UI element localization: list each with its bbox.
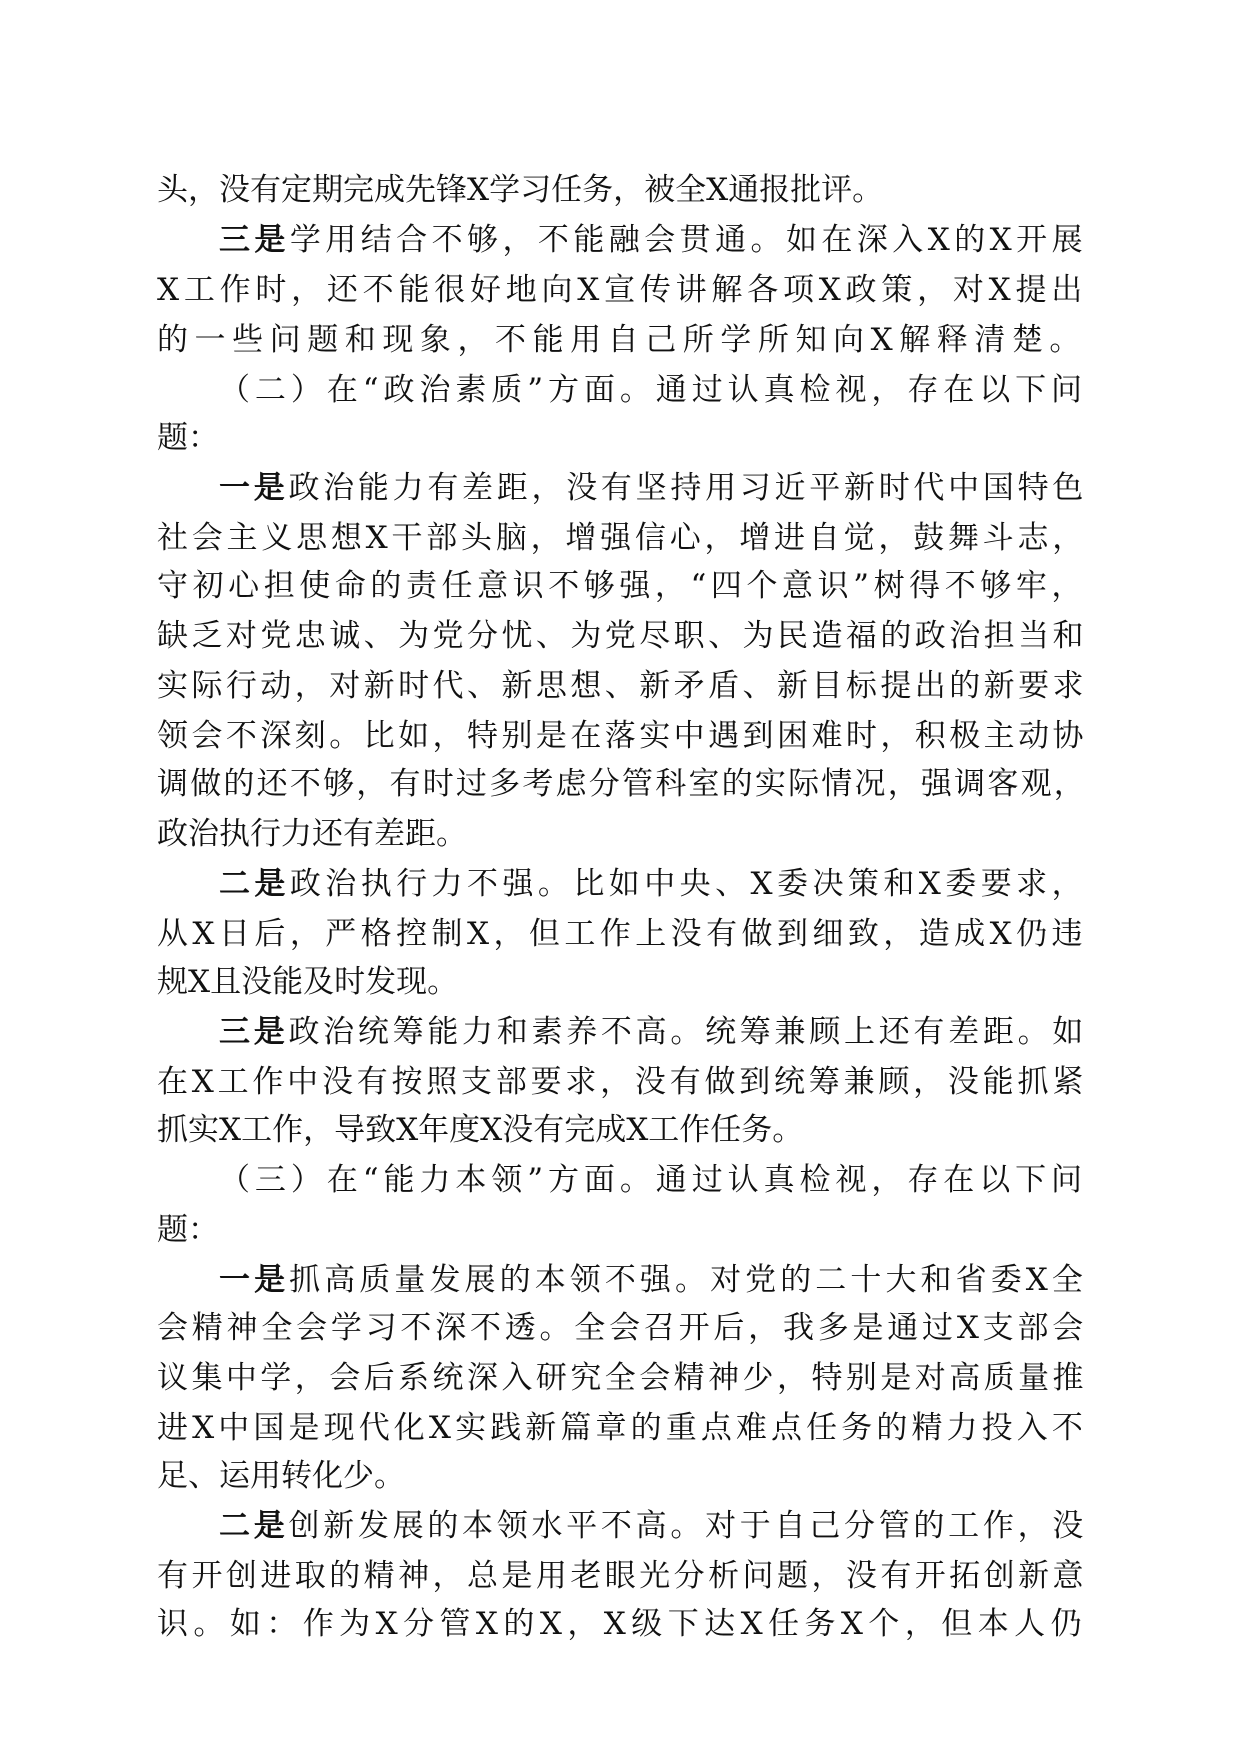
line-text: 调做的还不够，有时过多考虑分管科室的实际情况，强调客观， [157,766,1087,802]
text-line [157,910,1087,958]
text-line [157,958,458,1006]
text-line [157,612,1087,660]
text-line [157,662,1087,710]
line-text: 会精神全会学习不深不透。全会召开后，我多是通过X支部会 [157,1310,1087,1346]
line-text: 守初心担使命的责任意识不够强，“四个意识”树得不够牢， [157,568,1087,604]
line-text: 在X工作中没有按照支部要求，没有做到统筹兼顾，没能抓紧 [157,1064,1087,1100]
text-line [219,366,1087,414]
line-text: 社会主义思想X干部头脑，增强信心，增进自觉，鼓舞斗志， [157,520,1087,556]
text-line [157,1452,405,1500]
line-text: 议集中学，会后系统深入研究全会精神少，特别是对高质量推 [157,1360,1087,1396]
line-text: 政治执行力不强。比如中央、X委决策和X委要求， [289,866,1088,902]
line-text: 抓实X工作，导致X年度X没有完成X工作任务。 [157,1112,804,1148]
text-line [157,760,1087,808]
bold-lead-text: 三是 [219,1014,289,1050]
line-text: 有开创进取的精神，总是用老眼光分析问题，没有开拓创新意 [157,1558,1087,1594]
text-line [157,562,1087,610]
text-line [157,514,1087,562]
line-text: 足、运用转化少。 [157,1458,405,1494]
line-text: 题： [157,1212,219,1248]
line-text: 实际行动，对新时代、新思想、新矛盾、新目标提出的新要求 [157,668,1087,704]
line-text: X工作时，还不能很好地向X宣传讲解各项X政策，对X提出 [157,272,1087,308]
line-text: 缺乏对党忠诚、为党分忧、为党尽职、为民造福的政治担当和 [157,618,1087,654]
text-line [157,1552,1087,1600]
text-line [157,1304,1087,1352]
text-line [157,1206,219,1254]
text-line [157,1106,803,1154]
line-text: 头，没有定期完成先锋X学习任务，被全X通报批评。 [157,172,884,208]
text-line [219,464,1087,512]
text-line [219,216,1087,264]
bold-lead-text: 二是 [219,1508,289,1544]
text-line [219,1156,1087,1204]
text-line [157,316,1087,364]
text-line [157,414,219,462]
text-line [157,1058,1087,1106]
line-text: 抓高质量发展的本领不强。对党的二十大和省委X全 [289,1262,1087,1298]
line-text: 的一些问题和现象，不能用自己所学所知向X解释清楚。 [157,322,1087,358]
line-text: 政治执行力还有差距。 [157,816,467,852]
line-text: 识。如：作为X分管X的X，X级下达X任务X个，但本人仍 [157,1606,1087,1642]
line-text: 领会不深刻。比如，特别是在落实中遇到困难时，积极主动协 [157,718,1087,754]
line-text: 创新发展的本领水平不高。对于自己分管的工作，没 [288,1508,1088,1544]
line-text: 从X日后，严格控制X，但工作上没有做到细致，造成X仍违 [157,916,1087,952]
line-text: （三）在“能力本领”方面。通过认真检视，存在以下问 [219,1162,1087,1198]
text-line [219,1008,1087,1056]
bold-lead-text: 三是 [219,222,290,258]
text-line [157,712,1087,760]
line-text: 学用结合不够，不能融会贯通。如在深入X的X开展 [289,222,1088,258]
line-text: 政治统筹能力和素养不高。统筹兼顾上还有差距。如 [288,1014,1088,1050]
text-line [157,166,883,214]
bold-lead-text: 二是 [219,866,290,902]
bold-lead-text: 一是 [219,470,289,506]
line-text: 规X且没能及时发现。 [157,964,459,1000]
text-line [219,1502,1087,1550]
bold-lead-text: 一是 [219,1262,290,1298]
text-line [219,860,1087,908]
line-text: 题： [157,420,219,456]
text-line [157,1404,1087,1452]
text-line [157,1354,1087,1402]
text-line [157,1600,1087,1648]
line-text: 政治能力有差距，没有坚持用习近平新时代中国特色 [288,470,1088,506]
text-line [219,1256,1087,1304]
line-text: 进X中国是现代化X实践新篇章的重点难点任务的精力投入不 [157,1410,1087,1446]
line-text: （二）在“政治素质”方面。通过认真检视，存在以下问 [219,372,1087,408]
text-line [157,810,467,858]
text-line [157,266,1087,314]
